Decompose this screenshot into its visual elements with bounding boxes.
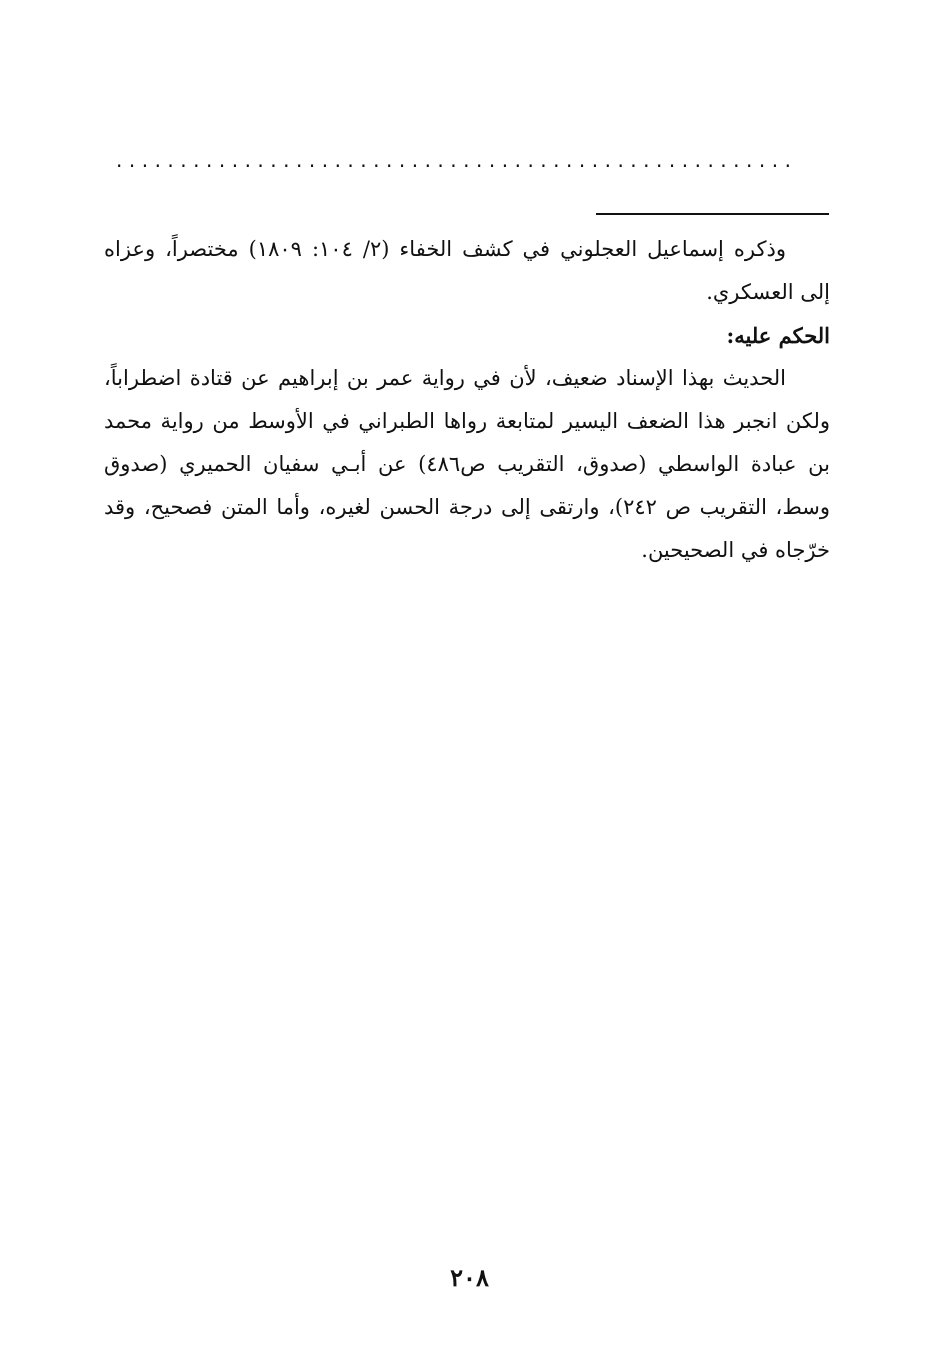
ruling-heading: الحكم عليه: <box>726 323 830 348</box>
footnote-rule <box>596 213 829 215</box>
paragraph-ruling: الحديث بهذا الإسناد ضعيف، لأن في رواية عمر بن إبراهيم عن قتادة اضطراباً، ولكن انجبر هذا الضعف اليسير لمتابعة رواها الطبراني في الأوسط من رواية محمد بن عبادة الواسطي (صدوق، التقريب ص٤٨٦) عن أبـي سفيان الحميري (صدوق وسط، التقريب ص ٢٤٢)، وارتقى إلى درجة الحسن لغيره، وأما المتن فصحيح، وقد خرّجاه في الصحيحين. <box>104 366 830 562</box>
main-text <box>104 228 830 572</box>
dotted-separator: ..................................................... <box>116 148 798 172</box>
page-number: ٢٠٨ <box>450 1263 489 1292</box>
paragraph-kashf-al-khafa: وذكره إسماعيل العجلوني في كشف الخفاء (٢/ ١٠٤: ١٨٠٩) مختصراً، وعزاه إلى العسكري. <box>104 237 830 304</box>
